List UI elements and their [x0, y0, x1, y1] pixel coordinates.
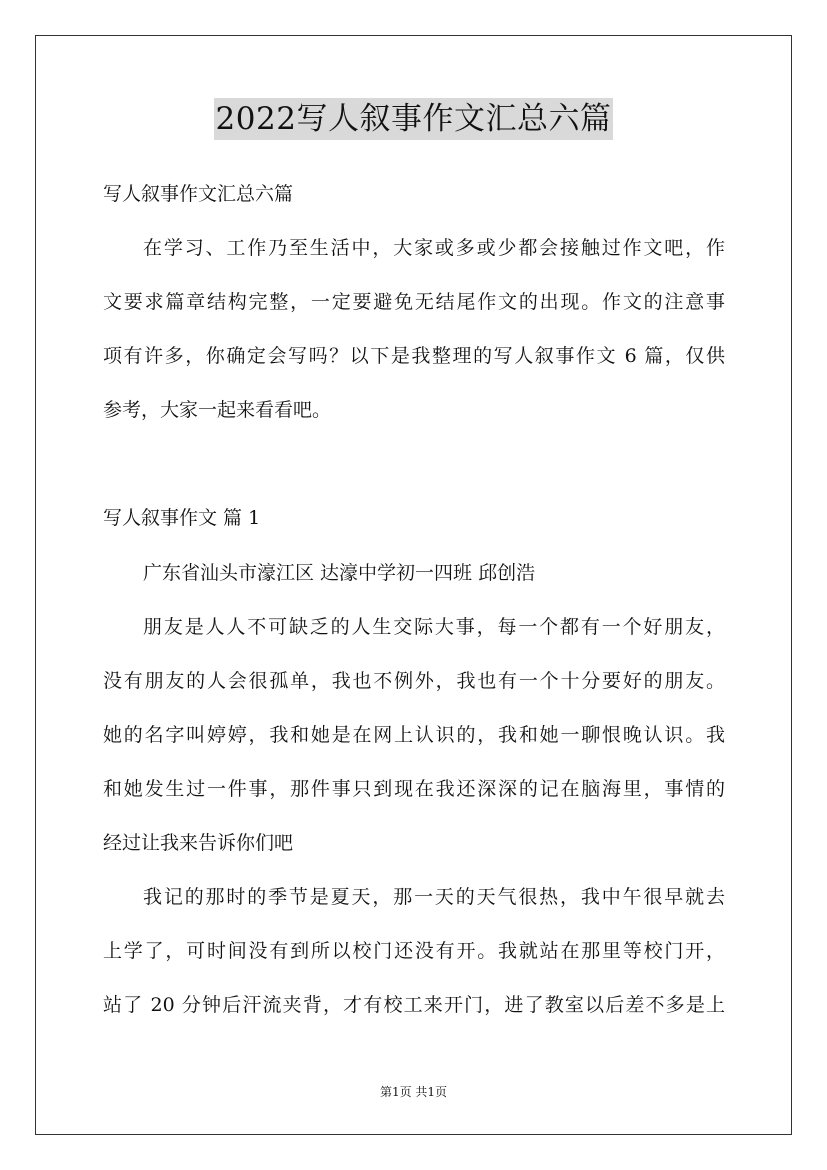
paragraph-line: 和她发生过一件事，那件事只到现在我还深深的记在脑海里，事情的 — [103, 778, 725, 800]
paragraph-line: 朋友是人人不可缺乏的人生交际大事，每一个都有一个好朋友， — [143, 616, 725, 638]
paragraph-line: 她的名字叫婷婷，我和她是在网上认识的，我和她一聊恨晚认识。我 — [103, 724, 725, 746]
intro-line: 参考，大家一起来看看吧。 — [103, 399, 332, 421]
author-line: 广东省汕头市濠江区 达濠中学初一四班 邱创浩 — [143, 562, 536, 584]
paragraph-line: 上学了，可时间没有到所以校门还没有开。我就站在那里等校门开， — [103, 940, 725, 962]
essay-heading: 写人叙事作文 篇 1 — [103, 507, 261, 529]
paragraph-line: 我记的那时的季节是夏天，那一天的天气很热，我中午很早就去 — [143, 886, 725, 908]
intro-line: 项有许多，你确定会写吗？以下是我整理的写人叙事作文 6 篇，仅供 — [103, 345, 725, 367]
document-title: 2022写人叙事作文汇总六篇 — [214, 98, 614, 140]
title-container — [0, 98, 827, 140]
intro-line: 文要求篇章结构完整，一定要避免无结尾作文的出现。作文的注意事 — [103, 291, 725, 313]
paragraph-line: 经过让我来告诉你们吧 — [103, 832, 294, 854]
page-footer: 第1页 共1页 — [379, 1085, 448, 1099]
paragraph-line: 站了 20 分钟后汗流夹背，才有校工来开门，进了教室以后差不多是上 — [103, 994, 725, 1016]
paragraph-line: 没有朋友的人会很孤单，我也不例外，我也有一个十分要好的朋友。 — [103, 670, 725, 692]
document-subtitle: 写人叙事作文汇总六篇 — [103, 183, 294, 205]
intro-line: 在学习、工作乃至生活中，大家或多或少都会接触过作文吧，作 — [143, 237, 725, 259]
